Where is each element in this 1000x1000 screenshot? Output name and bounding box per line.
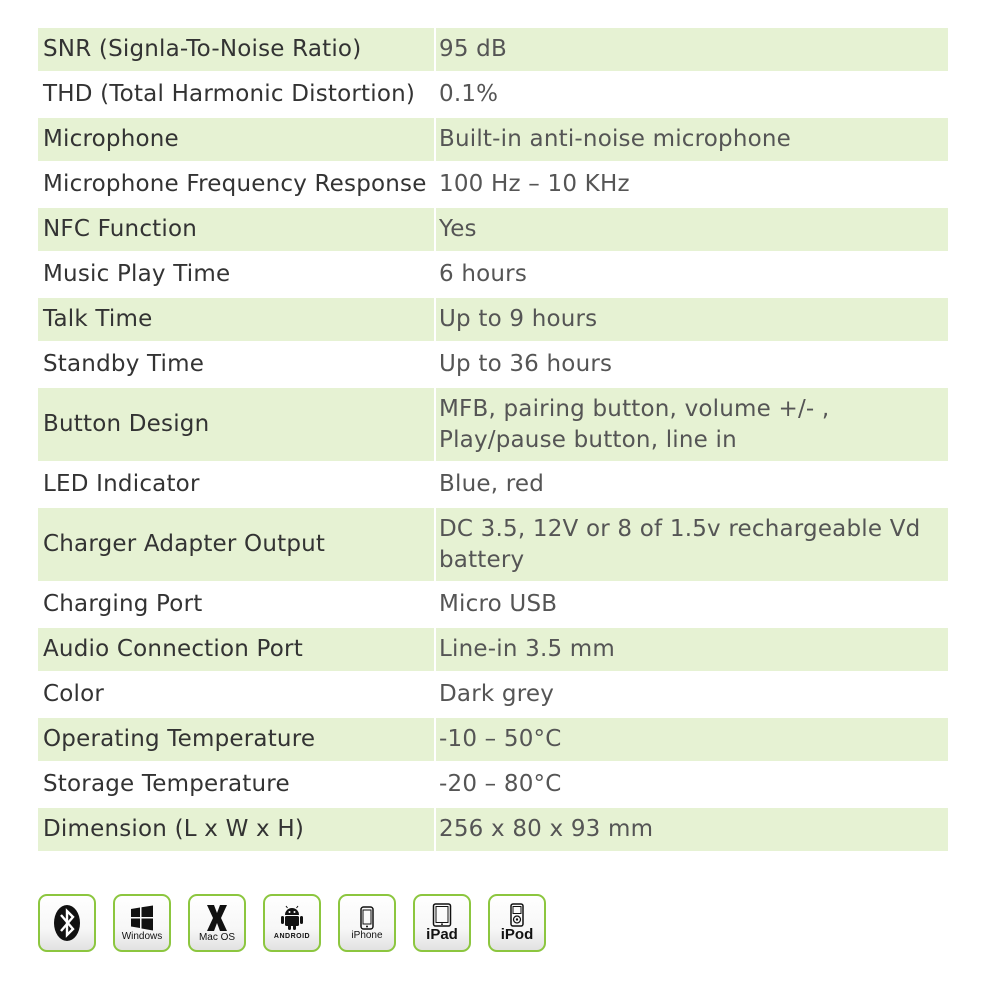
ipod-badge <box>488 894 546 952</box>
spec-label: Music Play Time <box>38 253 434 296</box>
badge-label: iPhone <box>351 929 383 941</box>
spec-table <box>38 28 948 853</box>
ipad-icon <box>432 903 452 927</box>
compatibility-badges <box>38 894 563 952</box>
spec-row-mic-frequency <box>38 163 948 206</box>
mac-os-icon <box>205 904 229 932</box>
spec-value: Dark grey <box>436 673 948 716</box>
spec-value: 6 hours <box>436 253 948 296</box>
spec-row-nfc <box>38 208 948 251</box>
spec-row-color <box>38 673 948 716</box>
spec-value: Built-in anti-noise microphone <box>436 118 948 161</box>
spec-label: LED Indicator <box>38 463 434 506</box>
spec-label: THD (Total Harmonic Distortion) <box>38 73 434 116</box>
spec-row-audio-port <box>38 628 948 671</box>
mac-os-badge <box>188 894 246 952</box>
spec-value: MFB, pairing button, volume +/- , Play/pause button, line in <box>436 388 948 461</box>
windows-icon <box>129 905 155 931</box>
badge-label: Mac OS <box>198 931 236 943</box>
badge-label: Windows <box>121 930 163 942</box>
spec-row-standby-time <box>38 343 948 386</box>
spec-row-button-design <box>38 388 948 461</box>
spec-label: Microphone <box>38 118 434 161</box>
spec-value: -20 – 80°C <box>436 763 948 806</box>
spec-value: 0.1% <box>436 73 948 116</box>
spec-row-operating-temp <box>38 718 948 761</box>
ipad-badge <box>413 894 471 952</box>
spec-value: -10 – 50°C <box>436 718 948 761</box>
spec-row-microphone <box>38 118 948 161</box>
spec-label: Color <box>38 673 434 716</box>
spec-label: Storage Temperature <box>38 763 434 806</box>
android-badge <box>263 894 321 952</box>
spec-row-storage-temp <box>38 763 948 806</box>
android-icon <box>280 905 304 931</box>
spec-value: Micro USB <box>436 583 948 626</box>
badge-label: iPad <box>426 926 458 943</box>
ipod-icon <box>509 903 525 927</box>
spec-label: NFC Function <box>38 208 434 251</box>
spec-label: Button Design <box>38 388 434 461</box>
spec-value: Yes <box>436 208 948 251</box>
spec-value: Up to 36 hours <box>436 343 948 386</box>
spec-label: Operating Temperature <box>38 718 434 761</box>
spec-label: Dimension (L x W x H) <box>38 808 434 851</box>
bluetooth-badge <box>38 894 96 952</box>
spec-label: Microphone Frequency Response <box>38 163 434 206</box>
spec-label: Talk Time <box>38 298 434 341</box>
spec-label: SNR (Signla-To-Noise Ratio) <box>38 28 434 71</box>
iphone-icon <box>359 906 375 930</box>
spec-value: DC 3.5, 12V or 8 of 1.5v rechargeable Vd battery <box>436 508 948 581</box>
spec-value: 256 x 80 x 93 mm <box>436 808 948 851</box>
spec-row-snr <box>38 28 948 71</box>
badge-label: iPod <box>500 926 534 943</box>
spec-row-talk-time <box>38 298 948 341</box>
spec-row-led-indicator <box>38 463 948 506</box>
spec-value: 100 Hz – 10 KHz <box>436 163 948 206</box>
spec-value: Up to 9 hours <box>436 298 948 341</box>
spec-row-thd <box>38 73 948 116</box>
badge-label: ANDROID <box>273 932 311 940</box>
spec-label: Charging Port <box>38 583 434 626</box>
spec-row-dimension <box>38 808 948 851</box>
spec-row-charger-output <box>38 508 948 581</box>
iphone-badge <box>338 894 396 952</box>
spec-row-music-play-time <box>38 253 948 296</box>
spec-value: Line-in 3.5 mm <box>436 628 948 671</box>
spec-value: Blue, red <box>436 463 948 506</box>
spec-label: Standby Time <box>38 343 434 386</box>
spec-value: 95 dB <box>436 28 948 71</box>
spec-label: Charger Adapter Output <box>38 508 434 581</box>
bluetooth-icon <box>50 903 84 943</box>
windows-badge <box>113 894 171 952</box>
spec-label: Audio Connection Port <box>38 628 434 671</box>
spec-row-charging-port <box>38 583 948 626</box>
